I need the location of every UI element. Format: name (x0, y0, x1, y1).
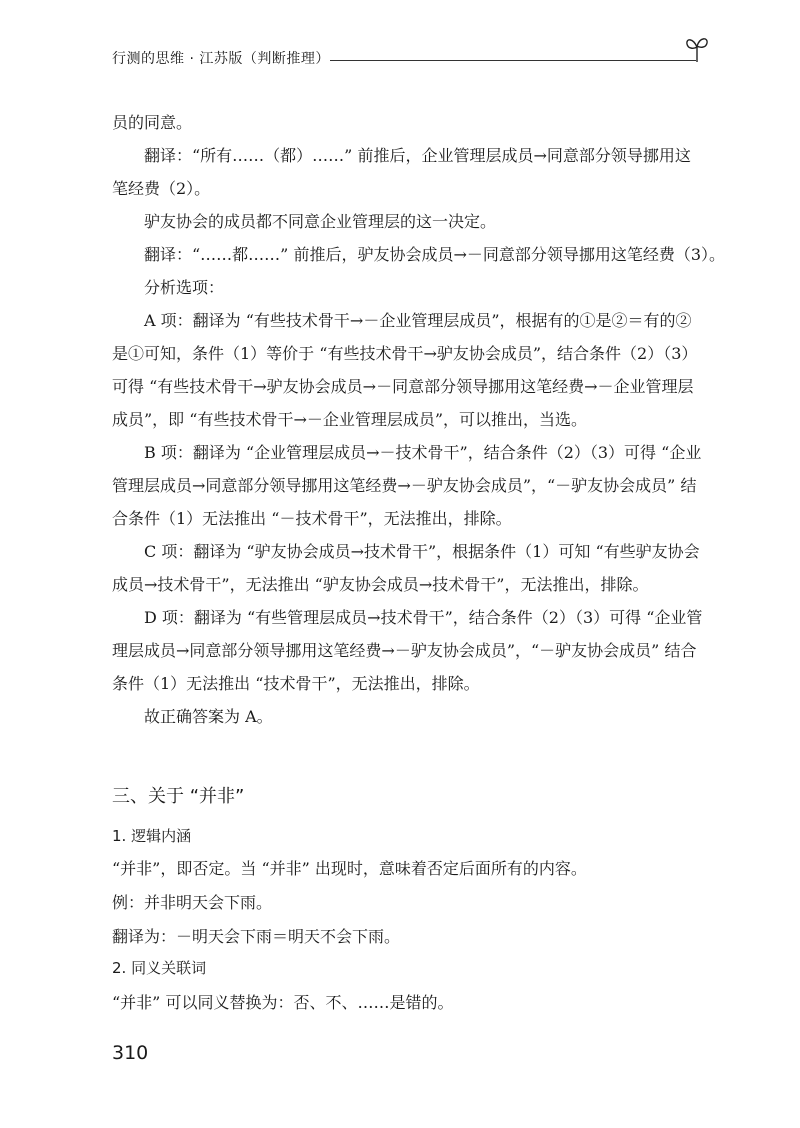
body-line: 笔经费（2）。 (112, 179, 211, 198)
body-line: “并非” 可以同义替换为：否、不、……是错的。 (112, 993, 454, 1012)
page-body (112, 106, 726, 1012)
body-line: D 项：翻译为 “有些管理层成员→技术骨干”，结合条件（2）（3）可得 “企业管 (144, 608, 703, 627)
body-line: 分析选项： (144, 278, 225, 297)
body-line: C 项：翻译为 “驴友协会成员→技术骨干”，根据条件（1）可知 “有些驴友协会 (144, 542, 700, 561)
body-line: 可得 “有些技术骨干→驴友协会成员→－同意部分领导挪用这笔经费→－企业管理层 (112, 377, 694, 396)
body-line: 合条件（1）无法推出 “－技术骨干”，无法推出，排除。 (112, 509, 512, 528)
subsection-heading: 2. 同义关联词 (112, 959, 207, 977)
body-line: 成员→技术骨干”，无法推出 “驴友协会成员→技术骨干”，无法推出，排除。 (112, 575, 649, 594)
page-number: 310 (112, 1042, 149, 1064)
body-line: 驴友协会的成员都不同意企业管理层的这一决定。 (144, 212, 497, 231)
body-line: 条件（1）无法推出 “技术骨干”，无法推出，排除。 (112, 674, 480, 693)
body-line: A 项：翻译为 “有些技术骨干→－企业管理层成员”，根据有的①是②＝有的② (144, 311, 692, 330)
section-heading: 三、关于 “并非” (112, 786, 245, 807)
body-line: 理层成员→同意部分领导挪用这笔经费→－驴友协会成员”，“－驴友协会成员” 结合 (112, 641, 697, 660)
body-line: 翻译为：－明天会下雨＝明天不会下雨。 (112, 927, 401, 946)
body-line: 例：并非明天会下雨。 (112, 893, 273, 912)
sprout-icon (684, 34, 710, 64)
body-line: B 项：翻译为 “企业管理层成员→－技术骨干”，结合条件（2）（3）可得 “企业 (144, 443, 702, 462)
running-header (112, 48, 712, 74)
body-line: “并非”，即否定。当 “并非” 出现时，意味着否定后面所有的内容。 (112, 859, 587, 878)
body-line: 翻译：“所有……（都）……” 前推后，企业管理层成员→同意部分领导挪用这 (144, 146, 691, 165)
body-line: 故正确答案为 A。 (144, 707, 273, 726)
header-title: 行测的思维 · 江苏版（判断推理） (112, 51, 330, 67)
body-line: 成员”，即 “有些技术骨干→－企业管理层成员”，可以推出，当选。 (112, 410, 588, 429)
body-line: 员的同意。 (112, 113, 193, 132)
body-line: 翻译：“……都……” 前推后，驴友协会成员→－同意部分领导挪用这笔经费（3）。 (144, 245, 726, 264)
subsection-heading: 1. 逻辑内涵 (112, 827, 192, 845)
body-line: 是①可知，条件（1）等价于 “有些技术骨干→驴友协会成员”，结合条件（2）（3） (112, 344, 698, 363)
body-line: 管理层成员→同意部分领导挪用这笔经费→－驴友协会成员”，“－驴友协会成员” 结 (112, 476, 697, 495)
header-rule (330, 60, 696, 61)
